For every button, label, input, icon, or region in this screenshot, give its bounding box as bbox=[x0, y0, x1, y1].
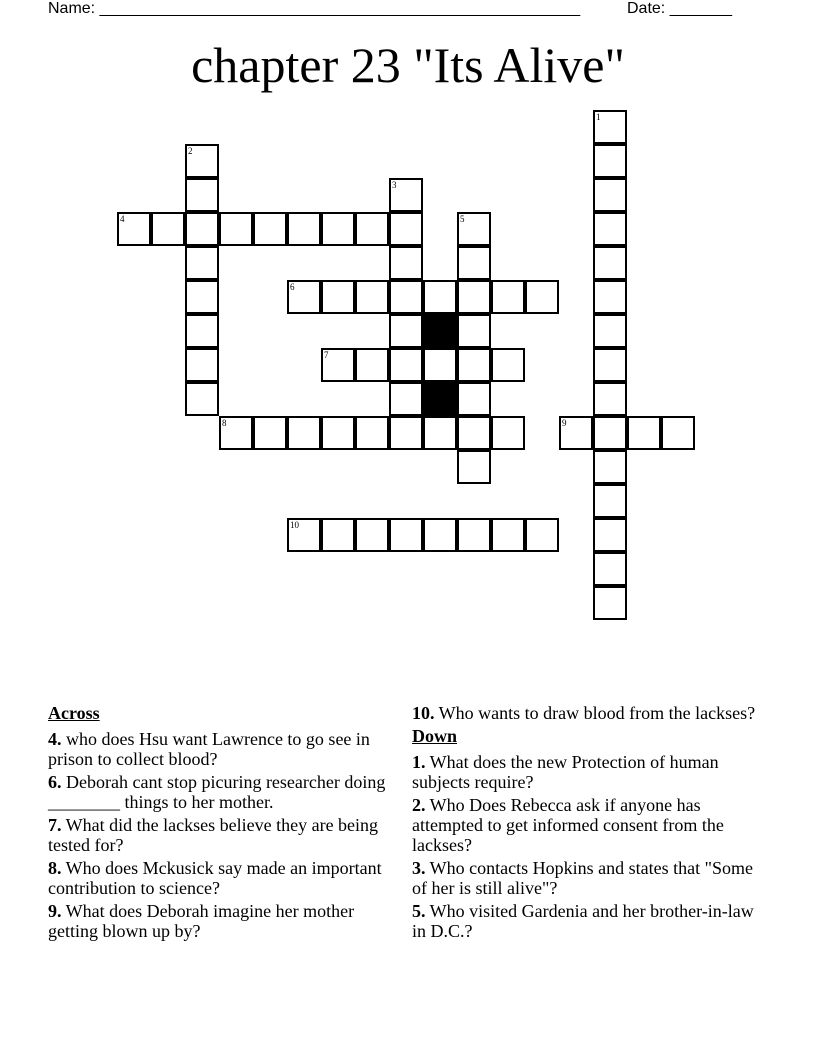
crossword-cell[interactable] bbox=[355, 212, 389, 246]
clue-text: What did the lackses believe they are being tested for? bbox=[48, 815, 379, 855]
crossword-cell[interactable] bbox=[423, 518, 457, 552]
clue-text: What does Deborah imagine her mother getting blown up by? bbox=[48, 901, 355, 941]
crossword-cell[interactable] bbox=[593, 450, 627, 484]
clues-column-right bbox=[412, 703, 772, 944]
clue-number-label: 4. bbox=[48, 729, 62, 749]
clue-number-label: 5. bbox=[412, 901, 426, 921]
clue-number: 5 bbox=[460, 214, 465, 224]
crossword-cell[interactable] bbox=[593, 110, 627, 144]
crossword-cell[interactable] bbox=[389, 246, 423, 280]
black-cell bbox=[423, 314, 457, 348]
clue-number: 6 bbox=[290, 282, 295, 292]
clue-number: 1 bbox=[596, 112, 601, 122]
crossword-cell[interactable] bbox=[253, 416, 287, 450]
crossword-cell[interactable] bbox=[525, 518, 559, 552]
crossword-cell[interactable] bbox=[491, 416, 525, 450]
crossword-cell[interactable] bbox=[593, 382, 627, 416]
crossword-cell[interactable] bbox=[287, 212, 321, 246]
clue-number-label: 10. bbox=[412, 703, 435, 723]
crossword-cell[interactable] bbox=[185, 280, 219, 314]
crossword-cell[interactable] bbox=[593, 314, 627, 348]
crossword-cell[interactable] bbox=[185, 314, 219, 348]
clue-number: 7 bbox=[324, 350, 329, 360]
date-field-label: Date: _______ bbox=[627, 0, 732, 17]
crossword-cell[interactable] bbox=[593, 348, 627, 382]
clue-text: Who does Mckusick say made an important contribution to science? bbox=[48, 858, 382, 898]
clue-number-label: 6. bbox=[48, 772, 62, 792]
crossword-cell[interactable] bbox=[389, 178, 423, 212]
crossword-cell[interactable] bbox=[389, 382, 423, 416]
crossword-cell[interactable] bbox=[389, 280, 423, 314]
crossword-cell[interactable] bbox=[457, 450, 491, 484]
crossword-cell[interactable] bbox=[593, 586, 627, 620]
crossword-cell[interactable] bbox=[321, 416, 355, 450]
crossword-cell[interactable] bbox=[491, 518, 525, 552]
clue-number-label: 8. bbox=[48, 858, 62, 878]
crossword-cell[interactable] bbox=[185, 246, 219, 280]
clue-text: Who Does Rebecca ask if anyone has attempted to get informed consent from the lackses? bbox=[412, 795, 724, 855]
crossword-cell[interactable] bbox=[287, 518, 321, 552]
clue-number: 4 bbox=[120, 214, 125, 224]
crossword-cell[interactable] bbox=[457, 348, 491, 382]
crossword-cell[interactable] bbox=[525, 280, 559, 314]
clue-number-label: 3. bbox=[412, 858, 426, 878]
crossword-cell[interactable] bbox=[491, 348, 525, 382]
clue-number-label: 2. bbox=[412, 795, 426, 815]
crossword-cell[interactable] bbox=[287, 280, 321, 314]
crossword-cell[interactable] bbox=[185, 382, 219, 416]
clue-item bbox=[48, 772, 388, 812]
clue-text: Who contacts Hopkins and states that "Some of her is still alive"? bbox=[412, 858, 753, 898]
crossword-cell[interactable] bbox=[321, 212, 355, 246]
crossword-cell[interactable] bbox=[185, 144, 219, 178]
crossword-cell[interactable] bbox=[355, 416, 389, 450]
clue-number: 2 bbox=[188, 146, 193, 156]
crossword-cell[interactable] bbox=[457, 246, 491, 280]
clue-item bbox=[48, 815, 388, 855]
crossword-cell[interactable] bbox=[457, 416, 491, 450]
black-cell bbox=[423, 382, 457, 416]
clue-item bbox=[412, 752, 772, 792]
page-title: chapter 23 "Its Alive" bbox=[191, 37, 625, 93]
clue-text: Deborah cant stop picuring researcher doing ________ things to her mother. bbox=[48, 772, 386, 812]
name-field-label: Name: ______________________________________________________ bbox=[48, 0, 581, 17]
crossword-cell[interactable] bbox=[627, 416, 661, 450]
crossword-cell[interactable] bbox=[457, 314, 491, 348]
crossword-cell[interactable] bbox=[185, 212, 219, 246]
crossword-cell[interactable] bbox=[321, 348, 355, 382]
across-clue-list-continued bbox=[412, 703, 772, 723]
crossword-cell[interactable] bbox=[219, 212, 253, 246]
crossword-cell[interactable] bbox=[389, 314, 423, 348]
crossword-cell[interactable] bbox=[661, 416, 695, 450]
crossword-cell[interactable] bbox=[593, 212, 627, 246]
crossword-cell[interactable] bbox=[593, 484, 627, 518]
crossword-cell[interactable] bbox=[117, 212, 151, 246]
clue-item bbox=[48, 858, 388, 898]
crossword-cell[interactable] bbox=[355, 518, 389, 552]
crossword-cell[interactable] bbox=[185, 178, 219, 212]
crossword-cell[interactable] bbox=[593, 280, 627, 314]
across-heading: Across bbox=[48, 703, 100, 723]
down-heading: Down bbox=[412, 726, 458, 746]
clue-number-label: 1. bbox=[412, 752, 426, 772]
clue-text: Who wants to draw blood from the lackses? bbox=[434, 703, 756, 723]
crossword-cell[interactable] bbox=[389, 212, 423, 246]
crossword-cell[interactable] bbox=[355, 348, 389, 382]
crossword-cell[interactable] bbox=[457, 280, 491, 314]
down-clue-list bbox=[412, 752, 772, 941]
crossword-cell[interactable] bbox=[151, 212, 185, 246]
clue-text: Who visited Gardenia and her brother-in-law in D.C.? bbox=[412, 901, 754, 941]
clue-number: 8 bbox=[222, 418, 227, 428]
crossword-cell[interactable] bbox=[593, 552, 627, 586]
clue-number-label: 7. bbox=[48, 815, 62, 835]
crossword-cell[interactable] bbox=[457, 212, 491, 246]
clue-text: What does the new Protection of human subjects require? bbox=[412, 752, 719, 792]
crossword-cell[interactable] bbox=[423, 280, 457, 314]
clue-item bbox=[412, 901, 772, 941]
clue-number: 3 bbox=[392, 180, 397, 190]
crossword-cell[interactable] bbox=[355, 280, 389, 314]
clue-item bbox=[412, 858, 772, 898]
crossword-cell[interactable] bbox=[389, 348, 423, 382]
clue-number-label: 9. bbox=[48, 901, 62, 921]
crossword-cell[interactable] bbox=[593, 144, 627, 178]
crossword-cell[interactable] bbox=[287, 416, 321, 450]
clue-item bbox=[412, 703, 772, 723]
clues-column-left bbox=[48, 703, 388, 944]
crossword-cell[interactable] bbox=[559, 416, 593, 450]
crossword-cell[interactable] bbox=[423, 348, 457, 382]
crossword-cell[interactable] bbox=[185, 348, 219, 382]
clue-item bbox=[48, 729, 388, 769]
crossword-cell[interactable] bbox=[389, 416, 423, 450]
crossword-cell[interactable] bbox=[389, 518, 423, 552]
crossword-cell[interactable] bbox=[321, 280, 355, 314]
crossword-cell[interactable] bbox=[593, 178, 627, 212]
crossword-cell[interactable] bbox=[457, 382, 491, 416]
clue-item bbox=[412, 795, 772, 855]
crossword-cell[interactable] bbox=[253, 212, 287, 246]
crossword-cell[interactable] bbox=[321, 518, 355, 552]
clue-text: who does Hsu want Lawrence to go see in prison to collect blood? bbox=[48, 729, 370, 769]
crossword-cell[interactable] bbox=[423, 416, 457, 450]
crossword-cell[interactable] bbox=[491, 280, 525, 314]
crossword-cell[interactable] bbox=[593, 416, 627, 450]
clue-number: 9 bbox=[562, 418, 567, 428]
crossword-cell[interactable] bbox=[219, 416, 253, 450]
clue-number: 10 bbox=[290, 520, 299, 530]
across-clue-list bbox=[48, 729, 388, 941]
crossword-cell[interactable] bbox=[593, 518, 627, 552]
crossword-cell[interactable] bbox=[457, 518, 491, 552]
clue-item bbox=[48, 901, 388, 941]
crossword-cell[interactable] bbox=[593, 246, 627, 280]
